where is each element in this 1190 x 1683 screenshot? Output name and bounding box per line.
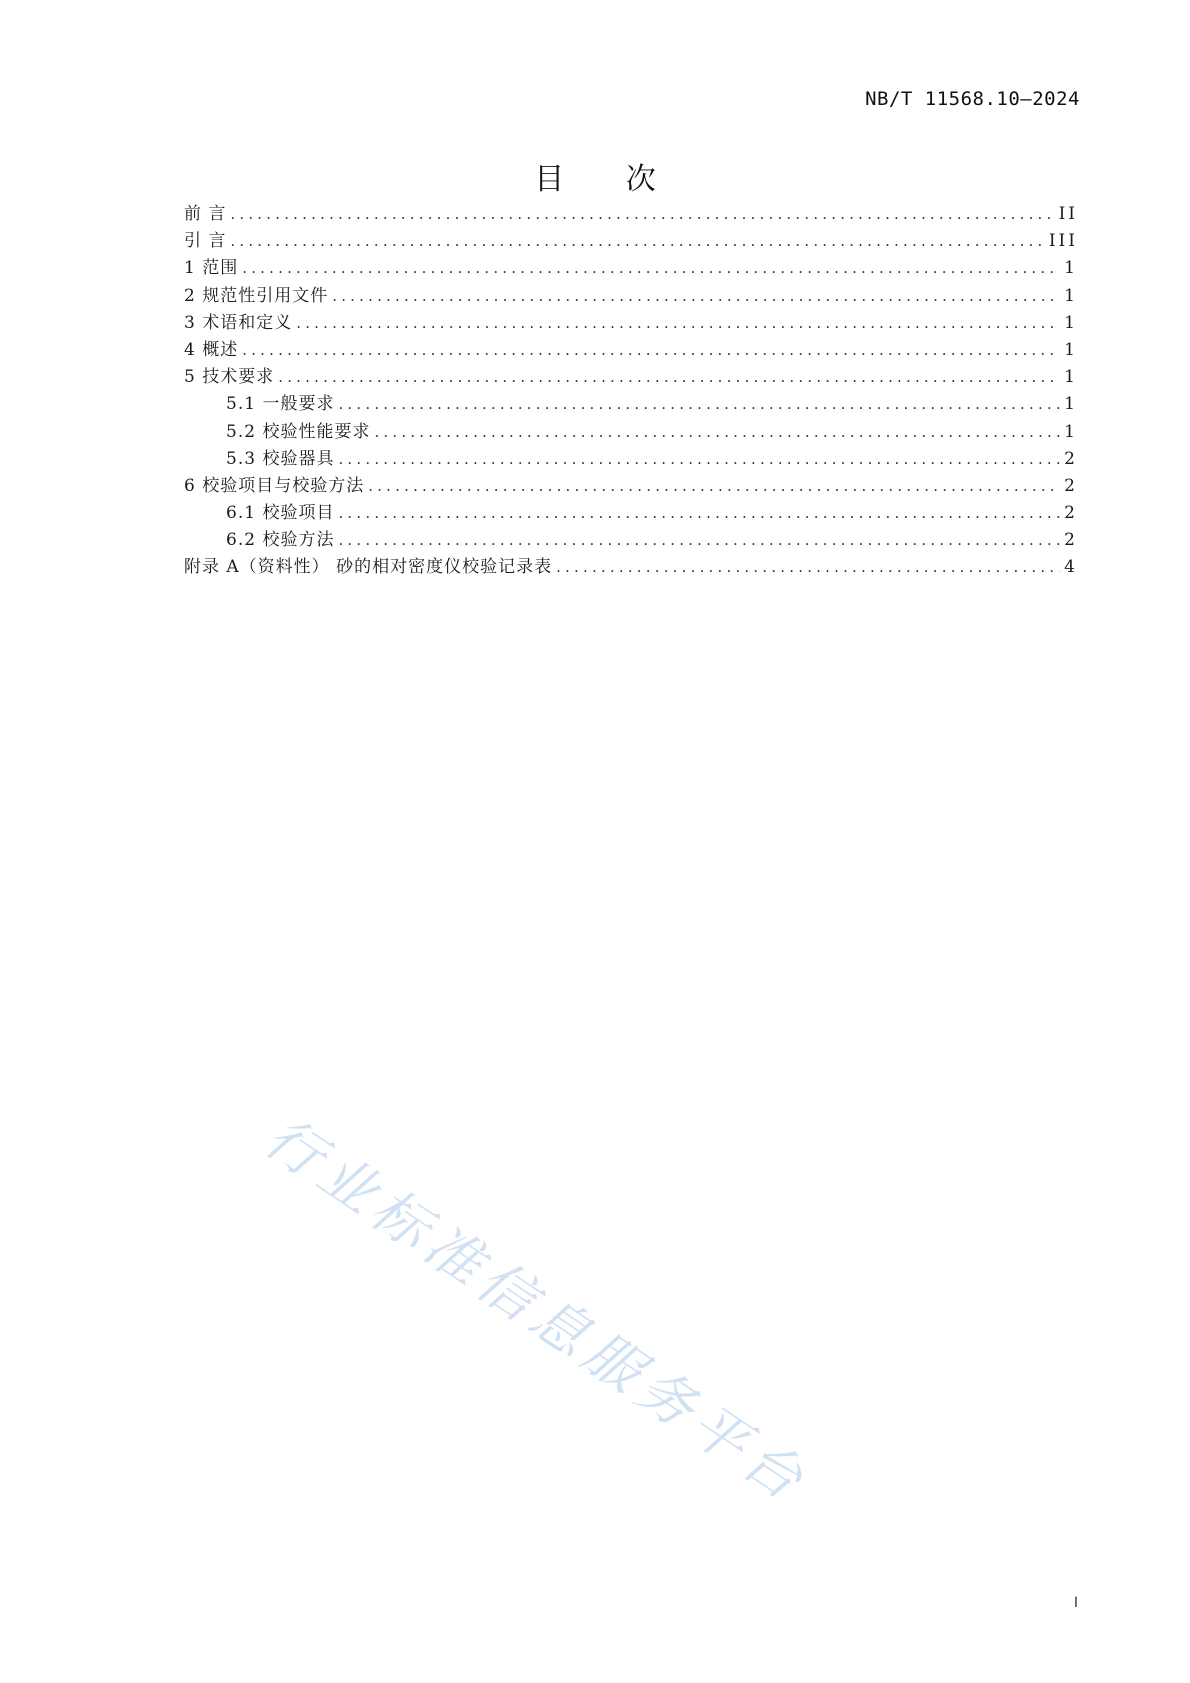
toc-entry-label: 5.1 一般要求: [226, 394, 335, 415]
toc-leader-dots: [556, 554, 1060, 581]
toc-leader-dots: [230, 228, 1044, 255]
toc-entry-label: 5.2 校验性能要求: [226, 421, 371, 442]
document-code: NB/T 11568.10—2024: [865, 88, 1080, 110]
toc-entry-label: 2 规范性引用文件: [184, 285, 329, 306]
table-of-contents: [184, 201, 1078, 582]
toc-entry-label: 1 范围: [184, 258, 239, 279]
toc-leader-dots: [242, 255, 1060, 282]
toc-entry[interactable]: [184, 364, 1078, 391]
toc-entry-label: 3 术语和定义: [184, 312, 293, 333]
toc-entry-page: 1: [1064, 421, 1078, 442]
page-number: I: [1073, 1595, 1078, 1611]
toc-entry-label: 6.1 校验项目: [226, 503, 335, 524]
toc-entry-label: 附录 A（资料性） 砂的相对密度仪校验记录表: [184, 557, 553, 578]
toc-entry[interactable]: [184, 283, 1078, 310]
toc-entry[interactable]: [184, 255, 1078, 282]
toc-entry-page: 4: [1064, 557, 1078, 578]
toc-entry-label: 前 言: [184, 204, 227, 224]
toc-entry-label: 6 校验项目与校验方法: [184, 475, 365, 496]
toc-leader-dots: [296, 310, 1060, 337]
toc-entry-page: 1: [1064, 258, 1078, 279]
toc-entry-label: 引 言: [184, 231, 227, 252]
toc-entry-page: 1: [1064, 367, 1078, 388]
toc-entry[interactable]: [184, 500, 1078, 527]
toc-entry-page: II: [1058, 204, 1078, 224]
toc-leader-dots: [278, 364, 1060, 391]
toc-entry-label: 5.3 校验器具: [226, 448, 335, 469]
toc-entry-page: III: [1048, 231, 1078, 252]
toc-entry-page: 1: [1064, 285, 1078, 306]
toc-entry[interactable]: [184, 391, 1078, 418]
toc-entry-label: 6.2 校验方法: [226, 530, 335, 551]
toc-entry[interactable]: [184, 419, 1078, 446]
toc-entry[interactable]: [184, 473, 1078, 500]
toc-entry[interactable]: [184, 337, 1078, 364]
toc-leader-dots: [368, 473, 1060, 500]
toc-leader-dots: [338, 527, 1060, 554]
toc-leader-dots: [338, 500, 1060, 527]
toc-leader-dots: [230, 201, 1054, 228]
toc-entry-page: 2: [1064, 448, 1078, 469]
toc-entry-label: 5 技术要求: [184, 367, 275, 388]
toc-leader-dots: [332, 283, 1060, 310]
toc-title: 目 次: [534, 162, 682, 197]
toc-entry-page: 2: [1064, 475, 1078, 496]
toc-entry-page: 2: [1064, 530, 1078, 551]
toc-entry[interactable]: [184, 228, 1078, 255]
toc-leader-dots: [374, 419, 1060, 446]
toc-leader-dots: [242, 337, 1060, 364]
toc-entry[interactable]: [184, 527, 1078, 554]
toc-leader-dots: [338, 391, 1060, 418]
toc-entry-page: 2: [1064, 503, 1078, 524]
toc-entry-page: 1: [1064, 394, 1078, 415]
toc-leader-dots: [338, 446, 1060, 473]
toc-entry[interactable]: [184, 310, 1078, 337]
toc-entry[interactable]: [184, 554, 1078, 581]
toc-entry-page: 1: [1064, 339, 1078, 360]
toc-entry-label: 4 概述: [184, 339, 239, 360]
watermark: 行业标准信息服务平台: [252, 1104, 820, 1517]
toc-entry[interactable]: [184, 446, 1078, 473]
toc-entry[interactable]: [184, 201, 1078, 228]
toc-entry-page: 1: [1064, 312, 1078, 333]
